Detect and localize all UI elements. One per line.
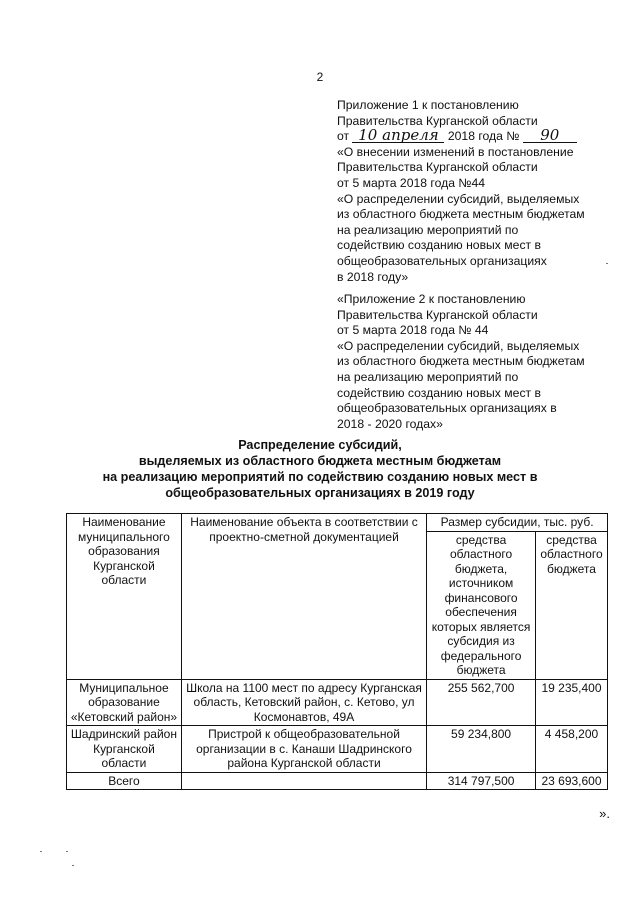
closing-quote-mark: ». — [599, 806, 610, 821]
annex-2-line: содействию созданию новых мест в — [337, 385, 541, 400]
annex-1-line: общеобразовательных организациях — [337, 253, 547, 268]
scan-speck — [40, 851, 42, 852]
cell-object: Пристрой к общеобразовательной организации в с. Канаши Шадринского района Курганской области — [181, 726, 426, 773]
total-regional: 23 693,600 — [536, 772, 608, 790]
cell-regional: 4 458,200 — [536, 726, 608, 773]
annex-2-line: 2018 - 2020 годах» — [337, 416, 443, 431]
page-number: 2 — [316, 70, 324, 84]
annex-1-line: в 2018 году» — [337, 269, 409, 284]
annex-1-line: Правительства Курганской области — [337, 160, 538, 175]
annex-1-header — [337, 98, 637, 285]
scan-speck — [606, 263, 608, 264]
subheader-federal: средства областного бюджета, источником финансового обеспечения которых является субсидия из федерального бюджета — [427, 531, 536, 679]
total-empty-cell — [181, 772, 426, 790]
annex-2-line: на реализацию мероприятий по — [337, 369, 519, 384]
table-row — [67, 679, 608, 726]
subsidy-table — [66, 513, 608, 790]
date-prefix: от — [337, 129, 350, 144]
table-total-row — [67, 772, 608, 790]
document-title — [0, 437, 640, 501]
cell-municipality: Муниципальное образование «Кетовский район» — [67, 679, 182, 726]
annex-1-line: из областного бюджета местным бюджетам — [337, 207, 585, 222]
subheader-regional: средства областного бюджета — [536, 531, 608, 679]
table-row — [67, 726, 608, 773]
annex-2-line: «Приложение 2 к постановлению — [337, 292, 526, 306]
table-header-row — [67, 514, 608, 532]
annex-2-line: общеобразовательных организациях в — [337, 401, 557, 416]
annex-1-line: «О внесении изменений в постановление — [337, 144, 574, 159]
annex-1-line: Приложение 1 к постановлению — [337, 98, 519, 112]
header-object: Наименование объекта в соответствии с проектно-сметной документацией — [181, 514, 426, 680]
total-federal: 314 797,500 — [427, 772, 536, 790]
title-line: выделяемых из областного бюджета местным бюджетам — [138, 454, 502, 468]
cell-federal: 59 234,800 — [427, 726, 536, 773]
title-line: Распределение субсидий, — [238, 438, 402, 452]
scan-speck — [66, 851, 68, 852]
annex-2-line: из областного бюджета местным бюджетам — [337, 354, 585, 369]
cell-municipality: Шадринский район Курганской области — [67, 726, 182, 773]
cell-regional: 19 235,400 — [536, 679, 608, 726]
annex-2-line: «О распределении субсидий, выделяемых — [337, 338, 580, 353]
annex-2-line: от 5 марта 2018 года № 44 — [337, 323, 489, 338]
date-mid: 2018 года № — [447, 129, 520, 144]
cell-object: Школа на 1100 мест по адресу Курганская область, Кетовский район, с. Кетово, ул Космонавтов, 49А — [181, 679, 426, 726]
annex-1-line: «О распределении субсидий, выделяемых — [337, 191, 580, 206]
annex-1-line: содействию созданию новых мест в — [337, 238, 541, 253]
total-label: Всего — [67, 772, 182, 790]
title-line: на реализацию мероприятий по содействию созданию новых мест в — [102, 470, 538, 484]
title-line: общеобразовательных организациях в 2019 году — [165, 486, 475, 500]
scan-speck — [72, 865, 74, 866]
header-amount: Размер субсидии, тыс. руб. — [427, 514, 608, 532]
header-municipality: Наименование муниципального образования Курганской области — [67, 514, 182, 680]
handwritten-number: 90 — [523, 129, 577, 143]
annex-1-line: на реализацию мероприятий по — [337, 222, 519, 237]
annex-1-line: от 5 марта 2018 года №44 — [337, 175, 486, 190]
annex-2-header — [337, 292, 637, 432]
cell-federal: 255 562,700 — [427, 679, 536, 726]
annex-2-line: Правительства Курганской области — [337, 307, 538, 322]
annex-1-date-line — [337, 126, 637, 145]
handwritten-date: 10 апреля — [352, 129, 444, 143]
annex-1-line: Правительства Курганской области — [337, 113, 538, 128]
